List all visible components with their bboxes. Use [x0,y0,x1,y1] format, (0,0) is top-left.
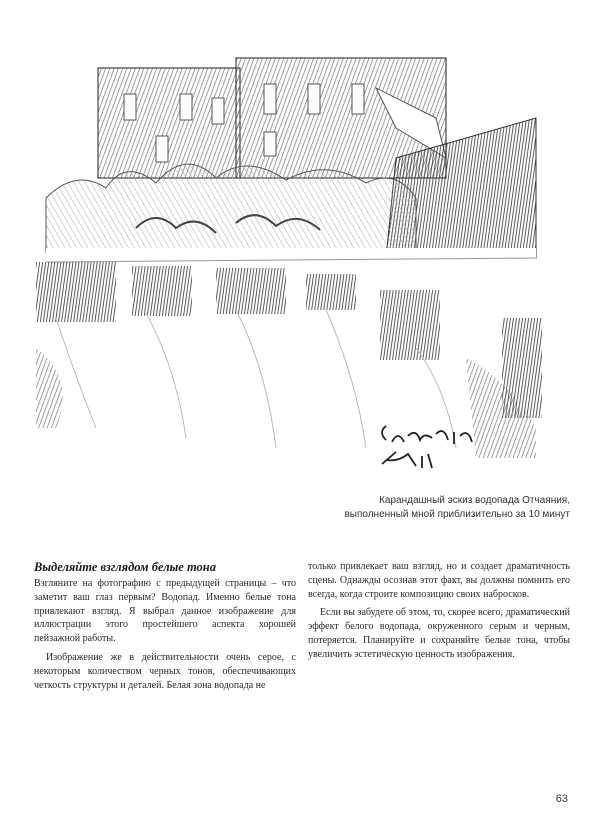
caption-line-1: Карандашный эскиз водопада Отчаяния, [379,495,570,506]
figure-caption [270,494,570,522]
waterfall-sketch [36,48,576,480]
paragraph: Взгляните на фотографию с предыдущей страницы – что заметит ваш глаз первым? Водопад. Именно белые тона привлекают взгляд. Я выбрал данное изображение для иллюстрации этого простейшего аспекта хорошей пейзажной работы. [34,578,296,645]
paragraph: Изображение же в действительности очень серое, с некоторым количеством черных тонов, обеспечивающих четкость структуры и деталей. Белая зона водопада не [34,651,296,691]
page-number: 63 [555,793,568,805]
paragraph: Если вы забудете об этом, то, скорее всего, драматический эффект белого водопада, окруженного серым и черным, потеряется. Планируйте и сохраняйте белые тона, чтобы увеличить эстетическую ценность изображения. [308,607,570,660]
building-left [98,68,240,178]
text-column-left [34,560,296,697]
text-column-right [308,560,570,667]
falls-cliff-left [36,262,286,322]
section-heading: Выделяйте взглядом белые тона [34,560,216,574]
paragraph: только привлекает ваш взгляд, но и создает драматичность сцены. Однажды осознав этот факт, вы должны помнить его всегда, когда строите композицию своих набросков. [308,561,570,600]
artist-signature [382,426,472,468]
caption-line-2: выполненный мной приблизительно за 10 минут [344,509,570,520]
